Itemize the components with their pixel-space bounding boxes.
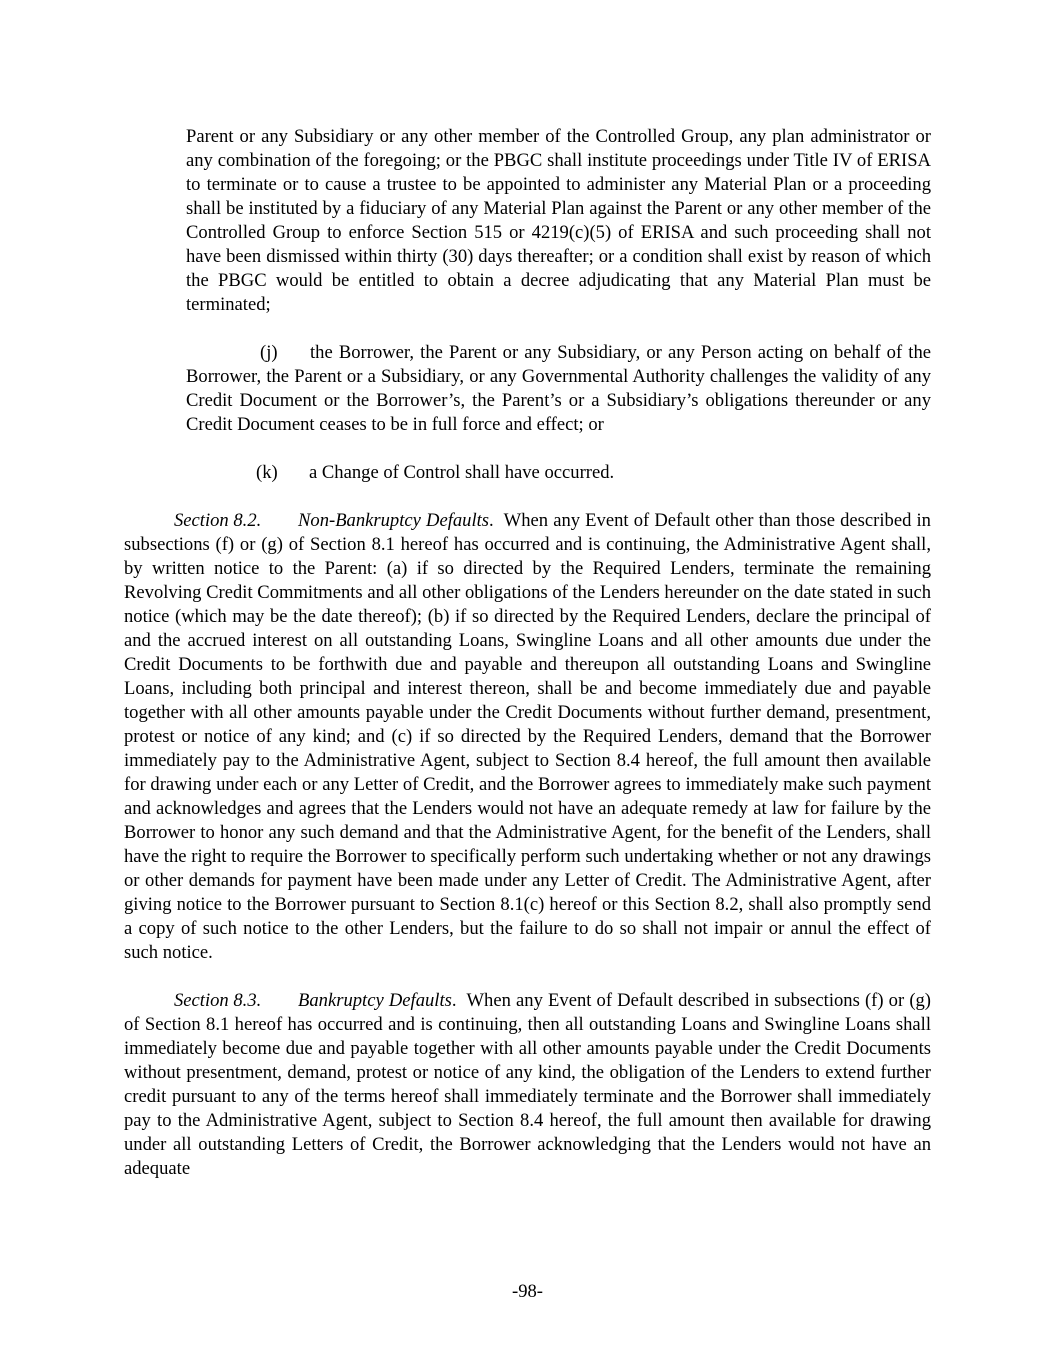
item-j-text: the Borrower, the Parent or any Subsidiary, or any Person acting on behalf of the Borrower, the Parent or a Subsidiary, or any Governmental Authority challenges the validity of any Credit Document or the Borrower’s, the Parent’s or a Subsidiary’s obligations thereunder or any Credit Document ceases to be in full force and effect; or bbox=[186, 342, 931, 435]
continuation-paragraph: Parent or any Subsidiary or any other member of the Controlled Group, any plan administrator or any combination of the foregoing; or the PBGC shall institute proceedings under Title IV of ERISA to terminate or to cause a trustee to be appointed to administer any Material Plan or a proceeding shall be instituted by a fiduciary of any Material Plan against the Parent or any other member of the Controlled Group to enforce Section 515 or 4219(c)(5) of ERISA and such proceeding shall not have been dismissed within thirty (30) days thereafter; or a condition shall exist by reason of which the PBGC would be entitled to obtain a decree adjudicating that any Material Plan must be terminated; bbox=[186, 126, 931, 315]
page-number: -98- bbox=[512, 1281, 543, 1302]
item-k-paragraph bbox=[256, 461, 931, 485]
item-j-paragraph bbox=[186, 341, 931, 437]
section-8-3-title-punct: . bbox=[451, 990, 457, 1011]
section-8-2-title: Non-Bankruptcy Defaults bbox=[298, 510, 490, 531]
section-8-2-number: Section 8.2. bbox=[174, 510, 262, 531]
section-8-3-title: Bankruptcy Defaults bbox=[298, 990, 452, 1011]
section-8-2-title-punct: . bbox=[489, 510, 494, 531]
item-j-label: (j) bbox=[260, 342, 278, 363]
document-page bbox=[124, 125, 931, 1181]
section-8-3-body: When any Event of Default described in subsections (f) or (g) of Section 8.1 hereof has occurred and is continuing, then all outstanding Loans and Swingline Loans shall immediately become due and payable together with all other amounts payable under the Credit Documents without presentment, demand, protest or notice of any kind, the obligation of the Lenders to extend further credit pursuant to any of the terms hereof shall immediately terminate and the Borrower shall immediately pay to the Administrative Agent, subject to Section 8.4 hereof, the full amount then available for drawing under all outstanding Letters of Credit, the Borrower acknowledging that the Lenders would not have an adequate bbox=[124, 990, 931, 1179]
section-8-2-body: When any Event of Default other than those described in subsections (f) or (g) of Section 8.1 hereof has occurred and is continuing, the Administrative Agent shall, by written notice to the Parent: (a) if so directed by the Required Lenders, terminate the remaining Revolving Credit Commitments and all other obligations of the Lenders hereunder on the date stated in such notice (which may be the date thereof); (b) if so directed by the Required Lenders, declare the principal of and the accrued interest on all outstanding Loans, Swingline Loans and all other amounts due under the Credit Documents to be forthwith due and payable and thereupon all outstanding Loans and Swingline Loans, including both principal and interest thereon, shall be and become immediately due and payable together with all other amounts payable under the Credit Documents without further demand, presentment, protest or notice of any kind; and (c) if so directed by the Required Lenders, demand that the Borrower immediately pay to the Administrative Agent, subject to Section 8.4 hereof, the full amount then available for drawing under each or any Letter of Credit, and the Borrower agrees to immediately make such payment and acknowledges and agrees that the Lenders would not have an adequate remedy at law for failure by the Borrower to honor any such demand and that the Administrative Agent, for the benefit of the Lenders, shall have the right to require the Borrower to specifically perform such undertaking whether or not any drawings or other demands for payment have been made under any Letter of Credit. The Administrative Agent, after giving notice to the Borrower pursuant to Section 8.1(c) hereof or this Section 8.2, shall also promptly send a copy of such notice to the other Lenders, but the failure to do so shall not impair or annul the effect of such notice. bbox=[124, 510, 931, 963]
item-k-text: a Change of Control shall have occurred. bbox=[309, 462, 615, 483]
item-k-label: (k) bbox=[256, 462, 278, 483]
subsection-i-continuation bbox=[186, 125, 931, 437]
section-8-3-number: Section 8.3. bbox=[174, 990, 262, 1011]
section-8-2-paragraph bbox=[124, 509, 931, 965]
section-8-3-paragraph bbox=[124, 989, 931, 1181]
